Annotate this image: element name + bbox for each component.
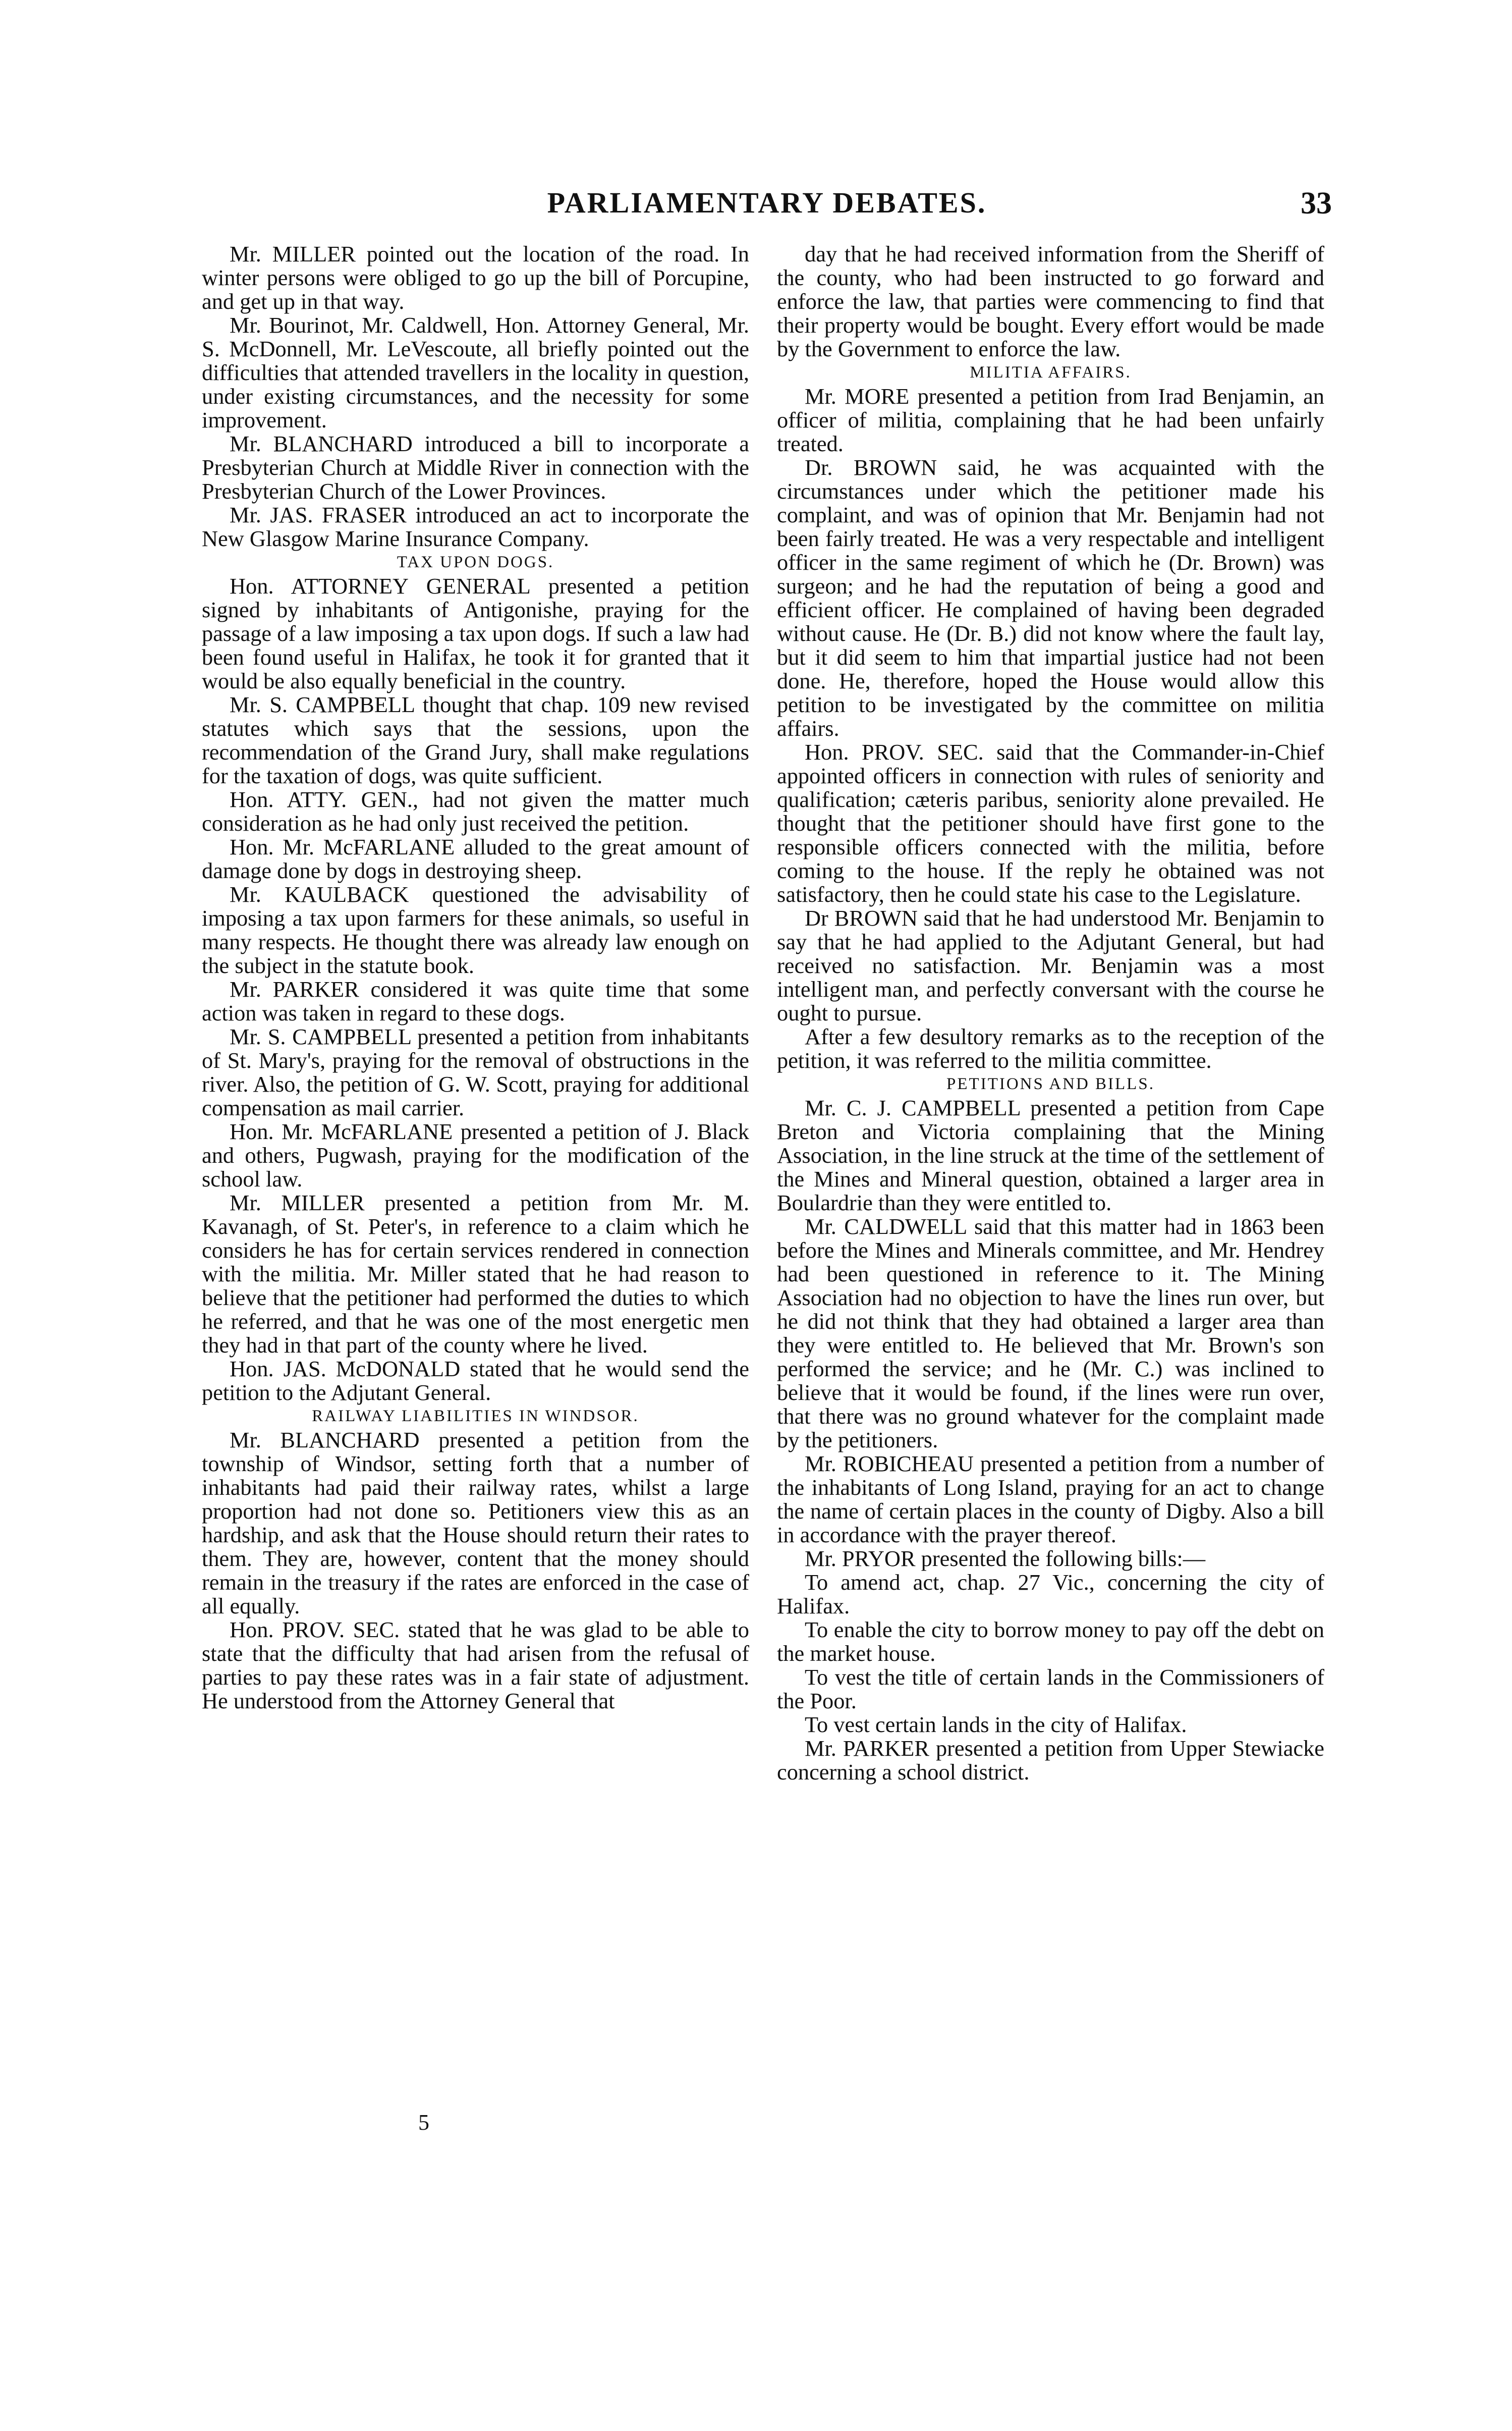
section-heading-tax-upon-dogs: TAX UPON DOGS. [397,553,554,571]
paragraph: To amend act, chap. 27 Vic., concerning the city of Halifax. [777,1570,1324,1618]
paragraph: Hon. Mr. McFARLANE presented a petition of J. Black and others, Pugwash, praying for the modification of the school law. [202,1119,749,1192]
paragraph: Hon. ATTY. GEN., had not given the matter much consideration as he had only just received the petition. [202,787,749,836]
section-heading-militia-affairs: MILITIA AFFAIRS. [970,363,1132,382]
paragraph: Mr. ROBICHEAU presented a petition from a number of the inhabitants of Long Island, praying for an act to change the name of certain places in the county of Digby. Also a bill in accordance with the prayer thereof. [777,1451,1324,1547]
paragraph: Mr. S. CAMPBELL thought that chap. 109 new revised statutes which says that the sessions, upon the recommendation of the Grand Jury, shall make regulations for the taxation of dogs, was quite sufficient. [202,692,749,788]
paragraph: Hon. Mr. McFARLANE alluded to the great amount of damage done by dogs in destroying sheep. [202,834,749,883]
paragraph: Dr. BROWN said, he was acquainted with the circumstances under which the petitioner made his complaint, and was of opinion that Mr. Benjamin had not been fairly treated. He was a very respectable and intelligent officer in the same regiment of which he (Dr. Brown) was surgeon; and he had the reputation of being a good and efficient officer. He complained of having been degraded without cause. He (Dr. B.) did not know where the fault lay, but it did seem to him that impartial justice had not been done. He, therefore, hoped the House would allow this petition to be investigated by the committee on militia affairs. [777,455,1324,741]
paragraph: To enable the city to borrow money to pay off the debt on the market house. [777,1617,1324,1666]
paragraph: Mr. S. CAMPBELL presented a petition from inhabitants of St. Mary's, praying for the removal of obstructions in the river. Also, the petition of G. W. Scott, praying for additional compensation as mail carrier. [202,1024,749,1120]
paragraph: Hon. PROV. SEC. said that the Commander-in-Chief appointed officers in connection with rules of seniority and qualification; cæteris paribus, seniority alone prevailed. He thought that the petitioner should have first gone to the responsible officers connected with the militia, before coming to the house. If the reply he obtained was not satisfactory, then he could state his case to the Legislature. [777,739,1324,907]
section-heading-petitions-and-bills: PETITIONS AND BILLS. [946,1075,1155,1093]
right-column [777,242,1324,1784]
paragraph: Mr. MILLER presented a petition from Mr. M. Kavanagh, of St. Peter's, in reference to a claim which he considers he has for certain services rendered in connection with the militia. Mr. Miller stated that he had reason to believe that the petitioner had performed the duties to which he referred, and that he was one of the most energetic men they had in that part of the county where he lived. [202,1190,749,1358]
paragraph: After a few desultory remarks as to the reception of the petition, it was referred to the militia committee. [777,1024,1324,1073]
paragraph: Mr. MORE presented a petition from Irad Benjamin, an officer of militia, complaining that he had been unfairly treated. [777,384,1324,456]
paragraph: Dr BROWN said that he had understood Mr. Benjamin to say that he had applied to the Adjutant General, but had received no satisfaction. Mr. Benjamin was a most intelligent man, and perfectly conversant with the course he ought to pursue. [777,905,1324,1025]
paragraph: Mr. PARKER presented a petition from Upper Stewiacke concerning a school district. [777,1736,1324,1785]
paragraph: Mr. JAS. FRASER introduced an act to incorporate the New Glasgow Marine Insurance Company. [202,502,749,551]
paragraph: To vest the title of certain lands in the Commissioners of the Poor. [777,1664,1324,1713]
paragraph: Mr. PARKER considered it was quite time that some action was taken in regard to these dogs. [202,977,749,1025]
paragraph: Mr. KAULBACK questioned the advisability of imposing a tax upon farmers for these animals, so useful in many respects. He thought there was already law enough on the subject in the statute book. [202,882,749,978]
paragraph: day that he had received information from the Sheriff of the county, who had been instructed to go forward and enforce the law, that parties were commencing to find that their property would be bought. Every effort would be made by the Government to enforce the law. [777,241,1324,361]
paragraph: Mr. BLANCHARD presented a petition from the township of Windsor, setting forth that a number of inhabitants had paid their railway rates, whilst a large proportion had not done so. Petitioners view this as an hardship, and ask that the House should return their rates to them. They are, however, content that the money should remain in the treasury if the rates are enforced in the case of all equally. [202,1427,749,1618]
page-number: 33 [1301,186,1332,221]
paragraph: Mr. CALDWELL said that this matter had in 1863 been before the Mines and Minerals committee, and Mr. Hendrey had been questioned in reference to it. The Mining Association had no objection to have the lines run over, but he did not think that they had obtained a larger area than they were entitled to. He believed that Mr. Brown's son performed the service; and he (Mr. C.) was inclined to believe that it would be found, if the lines were run over, that there was no ground whatever for the complaint made by the petitioners. [777,1214,1324,1452]
paragraph: Mr. C. J. CAMPBELL presented a petition from Cape Breton and Victoria complaining that the Mining Association, in the line struck at the time of the settlement of the Mines and Mineral question, obtained a larger area in Boulardrie than they were entitled to. [777,1095,1324,1215]
paragraph: Mr. Bourinot, Mr. Caldwell, Hon. Attorney General, Mr. S. McDonnell, Mr. LeVescoute, all briefly pointed out the difficulties that attended travellers in the locality in question, under existing circumstances, and the necessity for some improvement. [202,312,749,433]
left-column [202,242,749,1713]
paragraph: Mr. MILLER pointed out the location of the road. In winter persons were obliged to go up the bill of Porcupine, and get up in that way. [202,241,749,314]
paragraph: To vest certain lands in the city of Halifax. [805,1712,1187,1737]
section-heading-railway-liabilities: RAILWAY LIABILITIES IN WINDSOR. [312,1407,639,1425]
page-title: PARLIAMENTARY DEBATES. [547,186,987,219]
signature-mark: 5 [418,2110,429,2135]
running-header [202,186,1332,226]
paragraph: Mr. PRYOR presented the following bills:— [805,1546,1206,1571]
paragraph: Hon. ATTORNEY GENERAL presented a petition signed by inhabitants of Antigonishe, praying for the passage of a law imposing a tax upon dogs. If such a law had been found useful in Halifax, he took it for granted that it would be also equally beneficial in the country. [202,573,749,693]
paragraph: Mr. BLANCHARD introduced a bill to incorporate a Presbyterian Church at Middle River in connection with the Presbyterian Church of the Lower Provinces. [202,431,749,504]
paragraph: Hon. JAS. McDONALD stated that he would send the petition to the Adjutant General. [202,1356,749,1405]
paragraph: Hon. PROV. SEC. stated that he was glad to be able to state that the difficulty that had arisen from the refusal of parties to pay these rates was in a fair state of adjustment. He understood from the Attorney General that [202,1617,749,1713]
